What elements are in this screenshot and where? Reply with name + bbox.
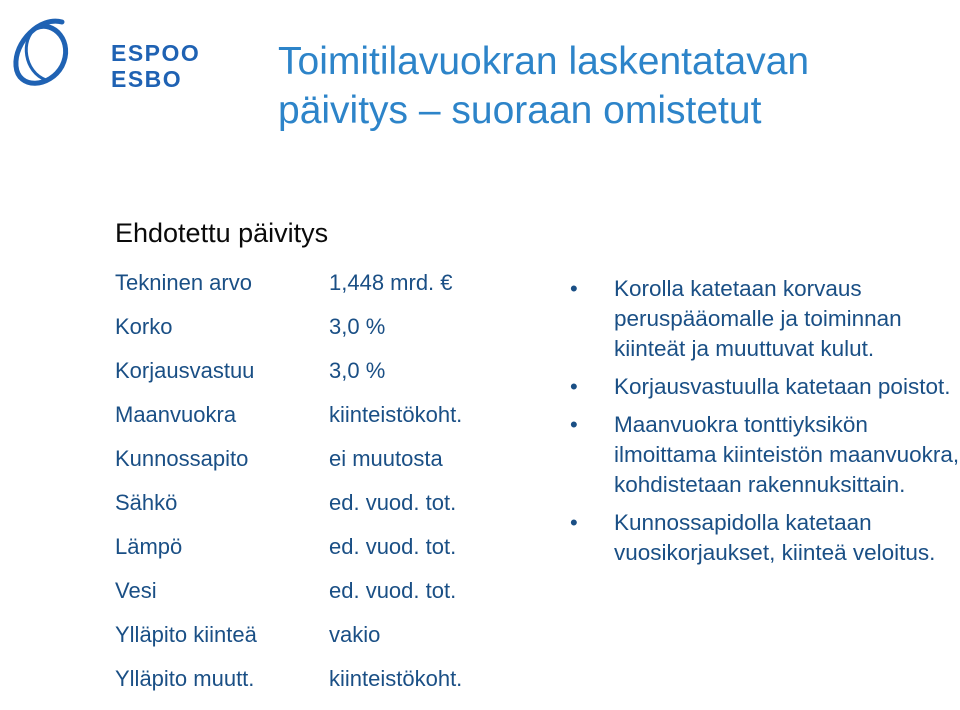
- param-label: Tekninen arvo: [115, 270, 252, 295]
- bullet-icon: •: [570, 276, 578, 301]
- param-value: vakio: [329, 622, 381, 647]
- param-label: Lämpö: [115, 534, 183, 559]
- slide-title-line-1: Toimitilavuokran laskentatavan: [278, 40, 810, 83]
- param-label: Kunnossapito: [115, 446, 249, 471]
- param-value: ed. vuod. tot.: [329, 534, 457, 559]
- bullet-text: Maanvuokra tonttiyksikön ilmoittama kiinteistön maanvuokra, kohdistetaan rakennuksittain.: [614, 412, 960, 497]
- bullet-list: [568, 274, 960, 576]
- param-label: Korjausvastuu: [115, 358, 255, 383]
- param-value: kiinteistökoht.: [329, 402, 463, 427]
- logo-text-esbo: ESBO: [111, 66, 183, 92]
- bullet-icon: •: [570, 374, 578, 399]
- param-row: [115, 270, 555, 314]
- param-row: [115, 402, 555, 446]
- param-value: ed. vuod. tot.: [329, 578, 457, 603]
- slide-title-line-2: päivitys – suoraan omistetut: [278, 89, 762, 132]
- param-value: kiinteistökoht.: [329, 666, 463, 691]
- section-subtitle: Ehdotettu päivitys: [115, 218, 329, 248]
- bullet-icon: •: [570, 412, 578, 437]
- bullet-text: Korjausvastuulla katetaan poistot.: [614, 374, 951, 399]
- param-label: Sähkö: [115, 490, 178, 515]
- param-row: [115, 534, 555, 578]
- param-value: 3,0 %: [329, 314, 386, 339]
- bullet-text: Korolla katetaan korvaus peruspääomalle ja toiminnan kiinteät ja muuttuvat kulut.: [614, 276, 902, 361]
- espoo-swirl-icon: [0, 0, 110, 130]
- param-row: [115, 490, 555, 534]
- param-row: [115, 666, 555, 710]
- logo-text-espoo: ESPOO: [111, 40, 201, 66]
- bullet-icon: •: [570, 510, 578, 535]
- param-value: ei muutosta: [329, 446, 443, 471]
- param-row: [115, 314, 555, 358]
- param-row: [115, 446, 555, 490]
- slide-title: [278, 37, 958, 135]
- param-value: ed. vuod. tot.: [329, 490, 457, 515]
- bullet-item: [568, 410, 960, 500]
- param-row: [115, 578, 555, 622]
- param-value: 1,448 mrd. €: [329, 270, 453, 295]
- param-row: [115, 358, 555, 402]
- param-label: Maanvuokra: [115, 402, 237, 427]
- param-value: 3,0 %: [329, 358, 386, 383]
- bullet-item: [568, 508, 960, 568]
- param-label: Vesi: [115, 578, 157, 603]
- espoo-logo: [0, 0, 210, 130]
- param-label: Ylläpito muutt.: [115, 666, 255, 691]
- bullet-item: [568, 274, 960, 364]
- bullet-item: [568, 372, 960, 402]
- param-label: Korko: [115, 314, 173, 339]
- param-row: [115, 622, 555, 666]
- param-label: Ylläpito kiinteä: [115, 622, 257, 647]
- bullet-text: Kunnossapidolla katetaan vuosikorjaukset, kiinteä veloitus.: [614, 510, 936, 565]
